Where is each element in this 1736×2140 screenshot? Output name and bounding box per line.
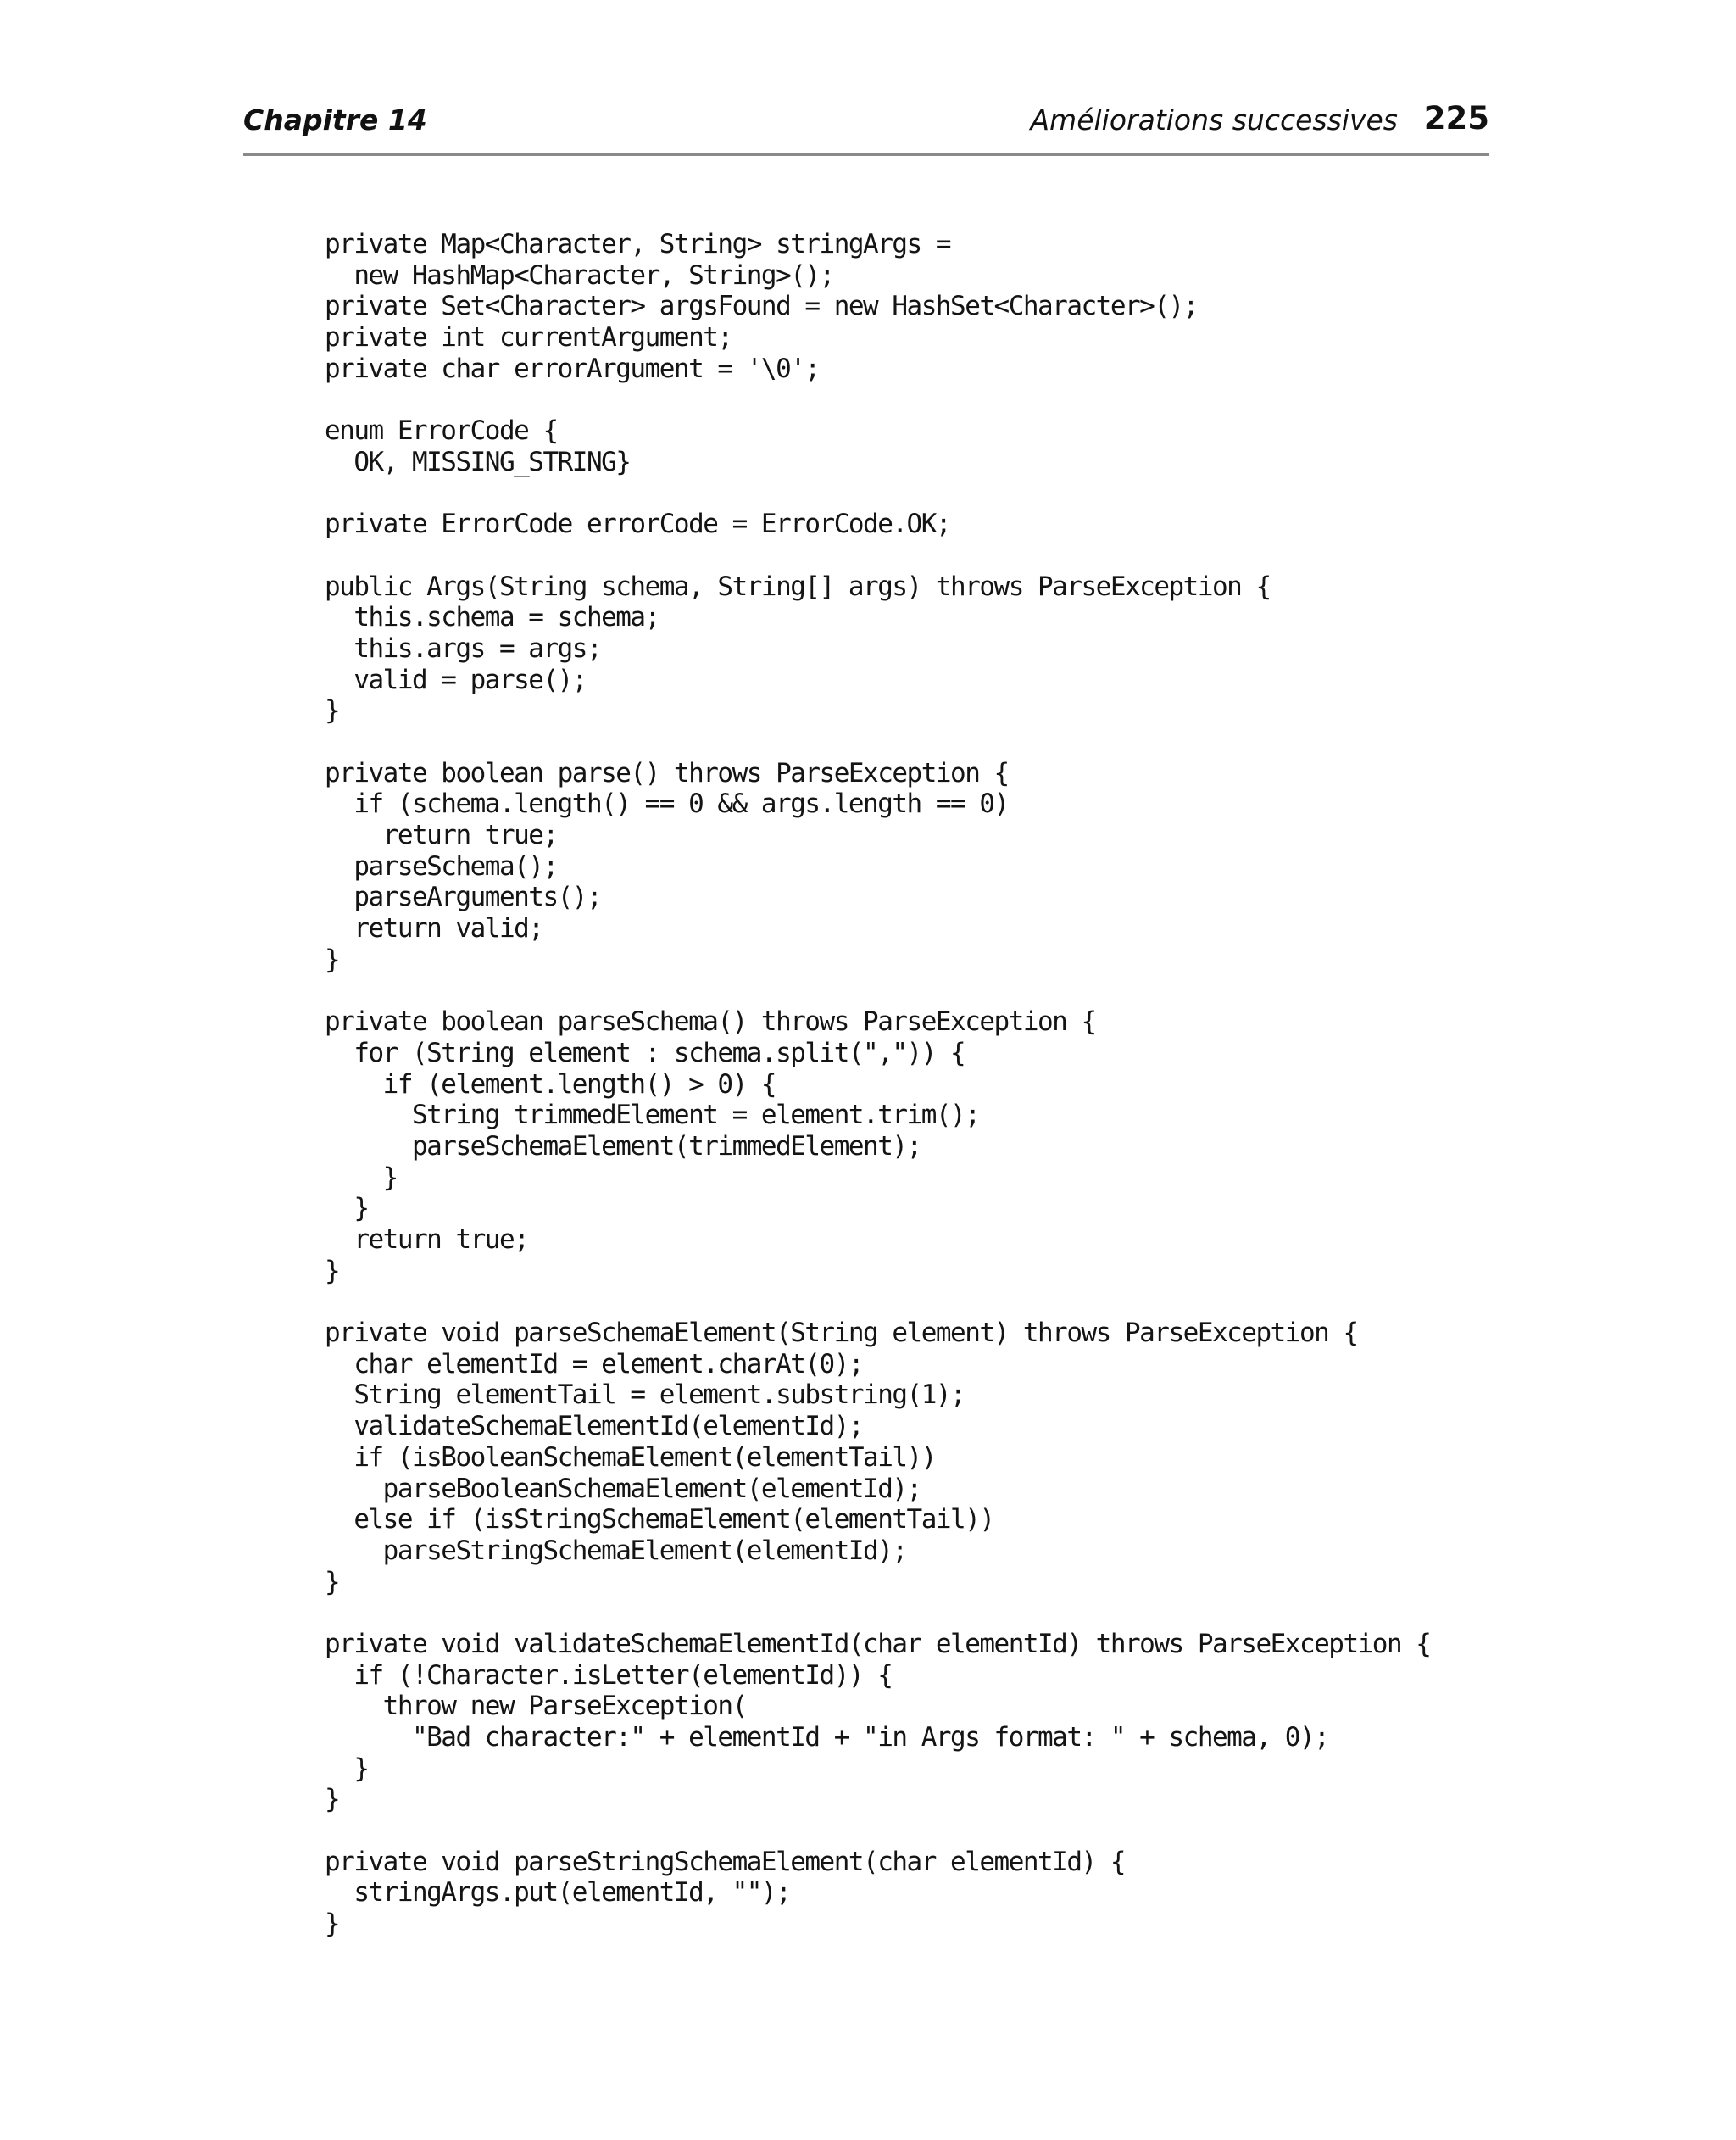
- code-line: private boolean parse() throws ParseException {: [325, 757, 1009, 789]
- section-title: Améliorations successives: [1030, 103, 1398, 137]
- code-line: OK, MISSING_STRING}: [325, 446, 631, 477]
- code-line: }: [325, 1909, 340, 1940]
- code-line: valid = parse();: [325, 664, 587, 695]
- code-line: else if (isStringSchemaElement(elementTail)): [325, 1504, 994, 1535]
- code-line: }: [325, 1193, 369, 1224]
- code-line: validateSchemaElementId(elementId);: [325, 1411, 864, 1442]
- code-line: "Bad character:" + elementId + "in Args format: " + schema, 0);: [325, 1722, 1329, 1753]
- code-line: parseArguments();: [325, 882, 602, 913]
- code-line: }: [325, 944, 340, 975]
- code-line: private Map<Character, String> stringArgs =: [325, 229, 951, 259]
- code-line: String trimmedElement = element.trim();: [325, 1100, 980, 1131]
- code-line: parseStringSchemaElement(elementId);: [325, 1535, 907, 1566]
- code-line: if (isBooleanSchemaElement(elementTail)): [325, 1441, 936, 1473]
- code-blank-line: [325, 478, 1430, 510]
- code-line: private void parseSchemaElement(String element) throws ParseException {: [325, 1318, 1358, 1349]
- code-line: String elementTail = element.substring(1);: [325, 1379, 965, 1411]
- code-blank-line: [325, 1286, 1430, 1318]
- code-line: }: [325, 1784, 340, 1815]
- code-line: private ErrorCode errorCode = ErrorCode.OK;: [325, 509, 951, 540]
- code-line: new HashMap<Character, String>();: [325, 259, 834, 291]
- page-header: [243, 100, 1489, 156]
- code-line: return true;: [325, 820, 558, 851]
- code-line: parseBooleanSchemaElement(elementId);: [325, 1473, 921, 1504]
- code-line: private int currentArgument;: [325, 322, 732, 354]
- code-line: if (schema.length() == 0 && args.length == 0): [325, 789, 1009, 820]
- page-number: 225: [1423, 100, 1489, 137]
- code-line: stringArgs.put(elementId, "");: [325, 1877, 791, 1909]
- code-line: if (!Character.isLetter(elementId)) {: [325, 1659, 893, 1691]
- code-line: private char errorArgument = '\0';: [325, 353, 820, 384]
- code-line: }: [325, 1753, 369, 1784]
- code-line: for (String element : schema.split(",")) {: [325, 1037, 965, 1068]
- chapter-label: Chapitre 14: [243, 103, 427, 137]
- code-line: private void parseStringSchemaElement(char elementId) {: [325, 1846, 1125, 1877]
- code-listing: [325, 229, 1430, 1940]
- code-line: private void validateSchemaElementId(char elementId) throws ParseException {: [325, 1628, 1431, 1659]
- code-blank-line: [325, 1597, 1430, 1629]
- code-line: }: [325, 695, 340, 727]
- code-blank-line: [325, 1815, 1430, 1847]
- code-line: this.args = args;: [325, 633, 602, 664]
- code-line: private boolean parseSchema() throws ParseException {: [325, 1006, 1096, 1038]
- code-line: }: [325, 1162, 398, 1193]
- code-line: if (element.length() > 0) {: [325, 1068, 776, 1100]
- code-blank-line: [325, 727, 1430, 758]
- code-line: parseSchema();: [325, 850, 558, 882]
- code-line: throw new ParseException(: [325, 1691, 747, 1722]
- code-line: parseSchemaElement(trimmedElement);: [325, 1130, 921, 1162]
- code-blank-line: [325, 976, 1430, 1007]
- code-line: return valid;: [325, 913, 543, 945]
- code-line: char elementId = element.charAt(0);: [325, 1348, 864, 1379]
- code-blank-line: [325, 540, 1430, 571]
- code-blank-line: [325, 384, 1430, 415]
- code-line: }: [325, 1566, 340, 1597]
- code-line: }: [325, 1255, 340, 1286]
- code-line: this.schema = schema;: [325, 602, 659, 633]
- code-line: return true;: [325, 1224, 529, 1255]
- code-line: private Set<Character> argsFound = new HashSet<Character>();: [325, 291, 1198, 322]
- code-line: enum ErrorCode {: [325, 415, 558, 447]
- code-line: public Args(String schema, String[] args) throws ParseException {: [325, 571, 1271, 602]
